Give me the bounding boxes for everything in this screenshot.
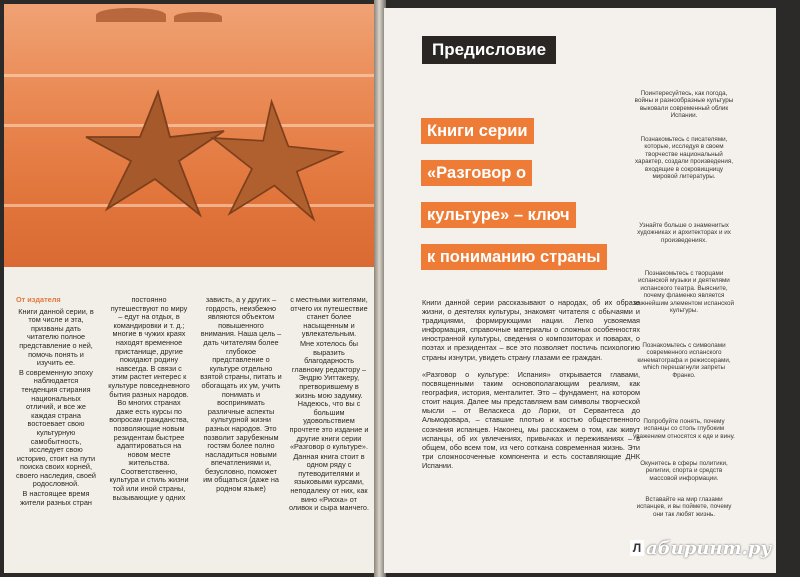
sidebar-note: Познакомьтесь с символами современного испанского кинематографа и режиссерами, which перешагнули запреты Франко. xyxy=(637,342,731,379)
right-page xyxy=(384,8,776,573)
text-column-2 xyxy=(108,296,190,503)
headline-line: культуре» – ключ xyxy=(421,202,615,228)
sidebar-note: Познакомьтесь с творцами испанской музыки и деятелями испанского театра. Выясните, почему фламенко является важнейшим элементом испанской культуры. xyxy=(633,270,735,315)
paragraph: с местными жителями, отчего их путешествие станет более насыщенным и увлекательным. xyxy=(290,295,368,339)
text-column-4 xyxy=(289,296,369,514)
paragraph: Книги данной серии, в том числе и эта, призваны дать читателю полное представление о ней, помочь понять и изучить ее. xyxy=(18,306,94,368)
text-column-3 xyxy=(200,296,282,495)
sidebar-note: Познакомьтесь с писателями, которые, исследуя в своем творчестве национальный характер, создали произведения, входящие в сокровищницу мировой литературы. xyxy=(634,136,734,181)
sidebar-note: Попробуйте понять, почему испанцы со столь глубоким уважением относятся к еде и вину. xyxy=(633,418,735,440)
distant-rock xyxy=(174,12,222,22)
publisher-heading: От издателя xyxy=(16,295,61,304)
paragraph: Мне хотелось бы выразить благодарность главному редактору – Эндрю Уиттакеру, претворившему в жизнь мою задумку. Надеюсь, что вы с большим удовольствием прочтете это издание и другие книги серии «Разговор о культуре». xyxy=(289,338,369,452)
headline-line: к пониманию страны xyxy=(421,244,615,270)
watermark-logo-icon: Л xyxy=(630,540,644,556)
starfish-icon xyxy=(210,94,350,224)
paragraph: Данная книга стоит в одном ряду с путеводителями и языковыми курсами, неподалеку от них, как вино «Риоха» от оливок и сыра манчего. xyxy=(289,451,369,513)
paragraph: В современную эпоху наблюдается тенденция стирания национальных отличий, и все же каждая страна востоевает свою культурную самобытность, исследует свою историю, стоит на пути поиска своих корней, своего наследия, своей родословной. xyxy=(16,367,97,489)
paragraph: В настоящее время жители разных стран xyxy=(20,489,92,507)
distant-rock xyxy=(96,8,166,22)
sidebar-note: Вставайте на мир глазами испанцев, и вы поймете, почему они так любят жизнь. xyxy=(636,496,732,518)
paragraph: зависть, а у других – гордость, неизбежно являются объектом повышенного внимания. Наша цель – дать читателям более глубокое представление о культуре отдельно взятой страны, питать и обогащать их ум, учить понимать и воспринимать различные аспекты культурной жизни разных народов. Это позволит зарубежным гостям более полно насладиться новыми впечатлениями и, безусловно, поможет им общаться (даже на родном языке) xyxy=(200,295,282,494)
headline-line: Книги серии xyxy=(421,118,615,144)
paragraph: постоянно путешествуют по миру – едут на отдых, в командировки и т. д.; многие в чужих краях находят временное пристанище, другие покидают родину навсегда. В связи с этим растет интерес к культуре повседневного бытия разных народов. Во многих странах даже есть курсы по вопросам гражданства, позволяющие новым резидентам быстрее адаптироваться на новом месте жительства. Соответственно, культура и стиль жизни той или иной страны, вызывающие у одних xyxy=(108,295,190,502)
intro-paragraph: «Разговор о культуре: Испания» открывается главами, посвященными таким основополагающим реалиям, как география, история, менталитет. Это – фундамент, на котором стоит нация. Далее мы представляем вам символы творческой мысли – от Веласкеса до Лорки, от Сервантеса до Альмодовара, – ставшие плотью и костью общественного сознания испанцев. Наконец, мы расскажем о том, как живут испанцы, об их увлечениях, привычках и переживаниях – в общем, обо всем том, из чего соткана современная жизнь. Эти три сложносоченные компонента и есть составляющие ДНК Испании. xyxy=(422,370,640,470)
headline-line: «Разговор о xyxy=(421,160,615,186)
sidebar-note: Поинтересуйтесь, как погода, войны и разнообразные культуры выковали современный облик Испании. xyxy=(634,90,734,120)
watermark-text: абиринт.ру xyxy=(646,538,772,559)
text-column-1 xyxy=(16,296,96,508)
sidebar-note: Узнайте больше о знаменитых художниках и архитекторах и их произведениях. xyxy=(637,222,731,244)
left-page xyxy=(4,4,376,573)
wave-line xyxy=(4,74,376,77)
starfish-photo xyxy=(4,4,376,267)
page-title: Предисловие xyxy=(422,36,556,64)
sidebar-note: Окунитесь в сферы политики, религии, спорта и средств массовой информации. xyxy=(640,460,728,482)
intro-paragraph: Книги данной серии рассказывают о народах, об их образе жизни, о деятелях культуры, знакомят читателя с обычаями и традициями, формирующими нации. Легко усвояемая информация, справочные материалы о сложных особенностях иностранной культуры, сведения о композиторах и поварах, о поэтах и президентах – все это позволяет постичь психологию страны изнутри, увидеть страну глазами ее граждан. xyxy=(422,298,640,362)
starfish-icon xyxy=(80,86,230,221)
